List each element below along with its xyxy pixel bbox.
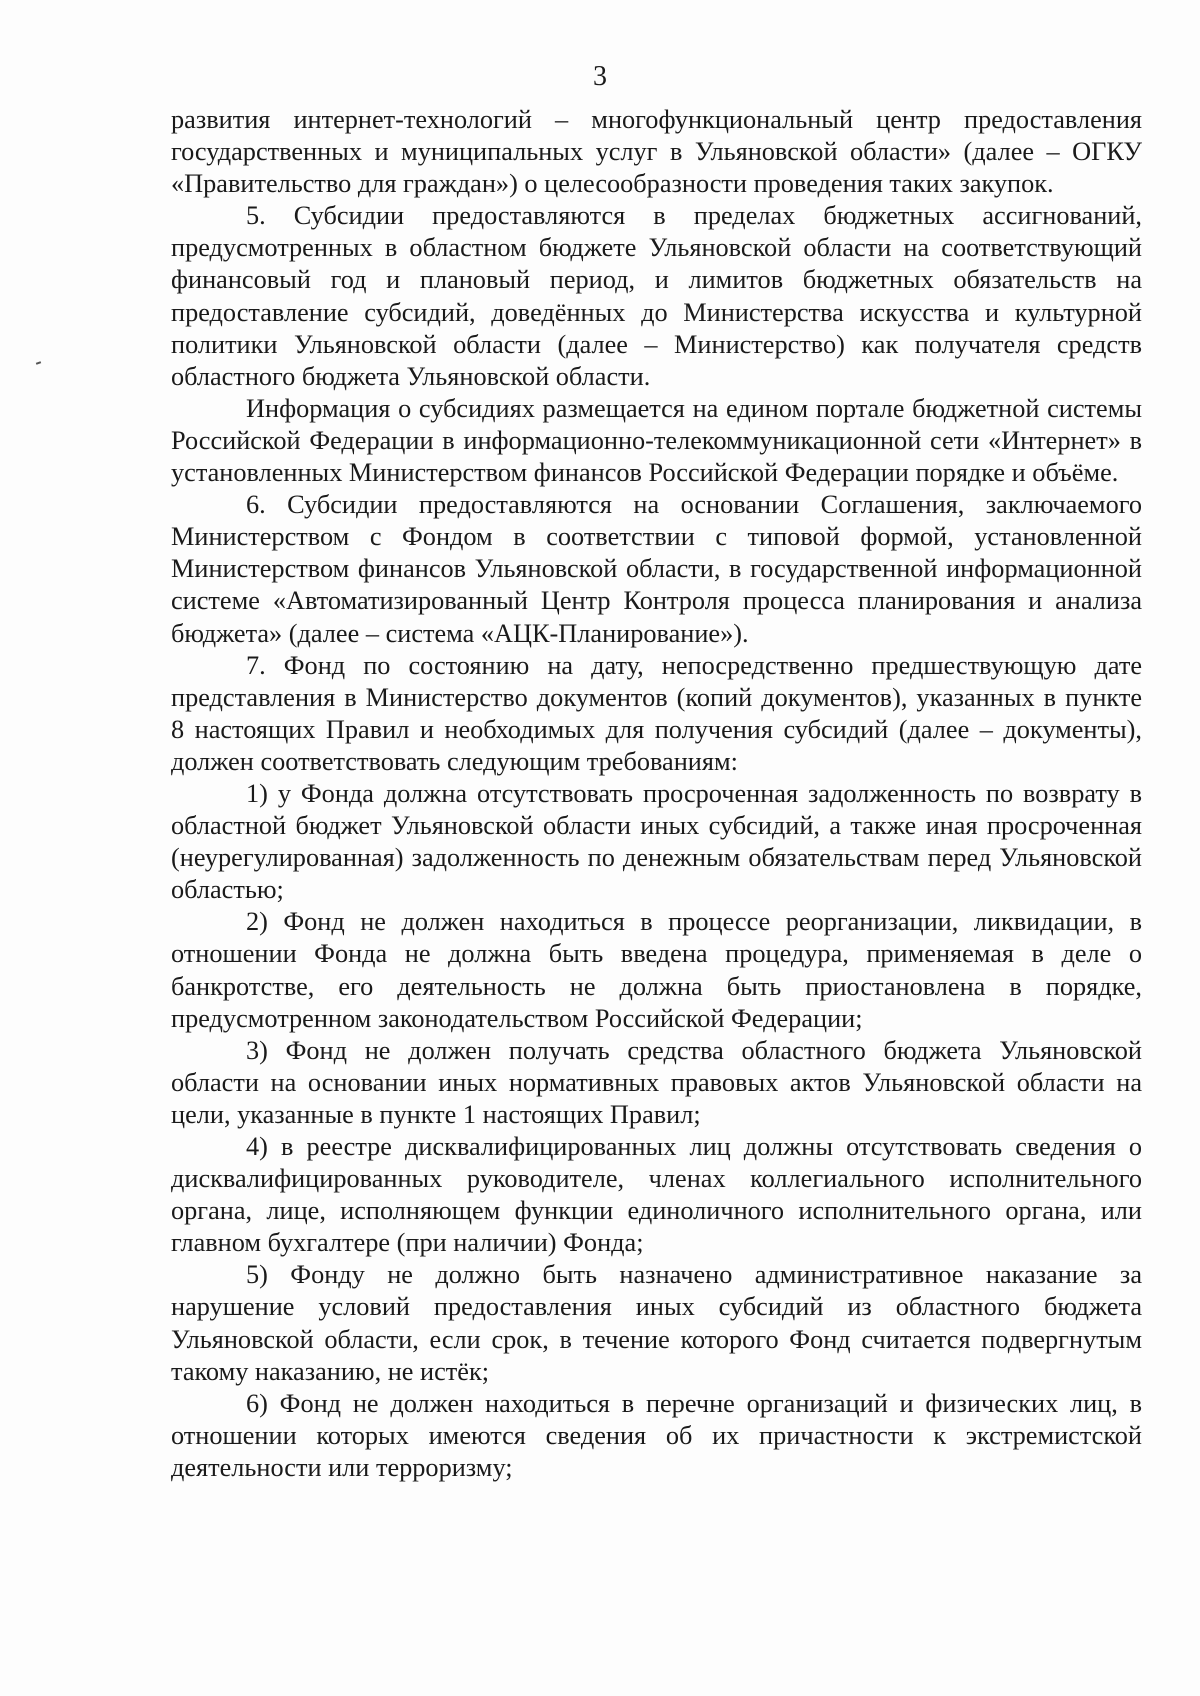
paragraph-continuation: развития интернет-технологий – многофункциональный центр предоставления государственных и муниципальных услуг в Ульяновской области» (далее – ОГКУ «Правительство для граждан») о целесообразности проведения таких закупок.	[171, 105, 1142, 199]
paragraph-item-5: 5. Субсидии предоставляются в пределах бюджетных ассигнований, предусмотренных в областном бюджете Ульяновской области на соответствующий финансовый год и плановый период, и лимитов бюджетных обязательств на предоставление субсидий, доведённых до Министерства искусства и культурной политики Ульяновской области (далее – Министерство) как получателя средств областного бюджета Ульяновской области.	[171, 201, 1142, 391]
paragraph-requirement-1: 1) у Фонда должна отсутствовать просроченная задолженность по возврату в областной бюджет Ульяновской области иных субсидий, а также иная просроченная (неурегулированная) задолженность по денежным обязательствам перед Ульяновской областью;	[171, 778, 1142, 905]
paragraph-requirement-5: 5) Фонду не должно быть назначено административное наказание за нарушение условий предоставления иных субсидий из областного бюджета Ульяновской области, если срок, в течение которого Фонд считается подвергнутым такому наказанию, не истёк;	[171, 1260, 1142, 1386]
paragraph-requirement-3: 3) Фонд не должен получать средства областного бюджета Ульяновской области на основании иных нормативных правовых актов Ульяновской области на цели, указанные в пункте 1 настоящих Правил;	[171, 1035, 1142, 1129]
page-number: 3	[593, 61, 607, 92]
paragraph-requirement-6: 6) Фонд не должен находиться в перечне организаций и физических лиц, в отношении которых имеются сведения об их причастности к экстремистской деятельности или терроризму;	[171, 1388, 1142, 1482]
scan-artifact	[36, 361, 41, 365]
paragraph-subsidy-info: Информация о субсидиях размещается на едином портале бюджетной системы Российской Федерации в информационно-телекоммуникационной сети «Интернет» в установленных Министерством финансов Российской Федерации порядке и объёме.	[171, 393, 1142, 488]
document-body	[171, 104, 1142, 1484]
paragraph-item-7: 7. Фонд по состоянию на дату, непосредственно предшествующую дате представления в Министерство документов (копий документов), указанных в пункте 8 настоящих Правил и необходимых для получения субсидий (далее – документы), должен соответствовать следующим требованиям:	[171, 650, 1142, 776]
paragraph-requirement-4: 4) в реестре дисквалифицированных лиц должны отсутствовать сведения о дисквалифицированных руководителе, членах коллегиального исполнительного органа, лице, исполняющем функции единоличного исполнительного органа, или главном бухгалтере (при наличии) Фонда;	[171, 1132, 1142, 1258]
paragraph-requirement-2: 2) Фонд не должен находиться в процессе реорганизации, ликвидации, в отношении Фонда не должна быть введена процедура, применяемая в деле о банкротстве, его деятельность не должна быть приостановлена в порядке, предусмотренном законодательством Российской Федерации;	[171, 907, 1142, 1033]
paragraph-item-6: 6. Субсидии предоставляются на основании Соглашения, заключаемого Министерством с Фондом в соответствии с типовой формой, установленной Министерством финансов Ульяновской области, в государственной информационной системе «Автоматизированный Центр Контроля процесса планирования и анализа бюджета» (далее – система «АЦК-Планирование»).	[171, 490, 1142, 648]
